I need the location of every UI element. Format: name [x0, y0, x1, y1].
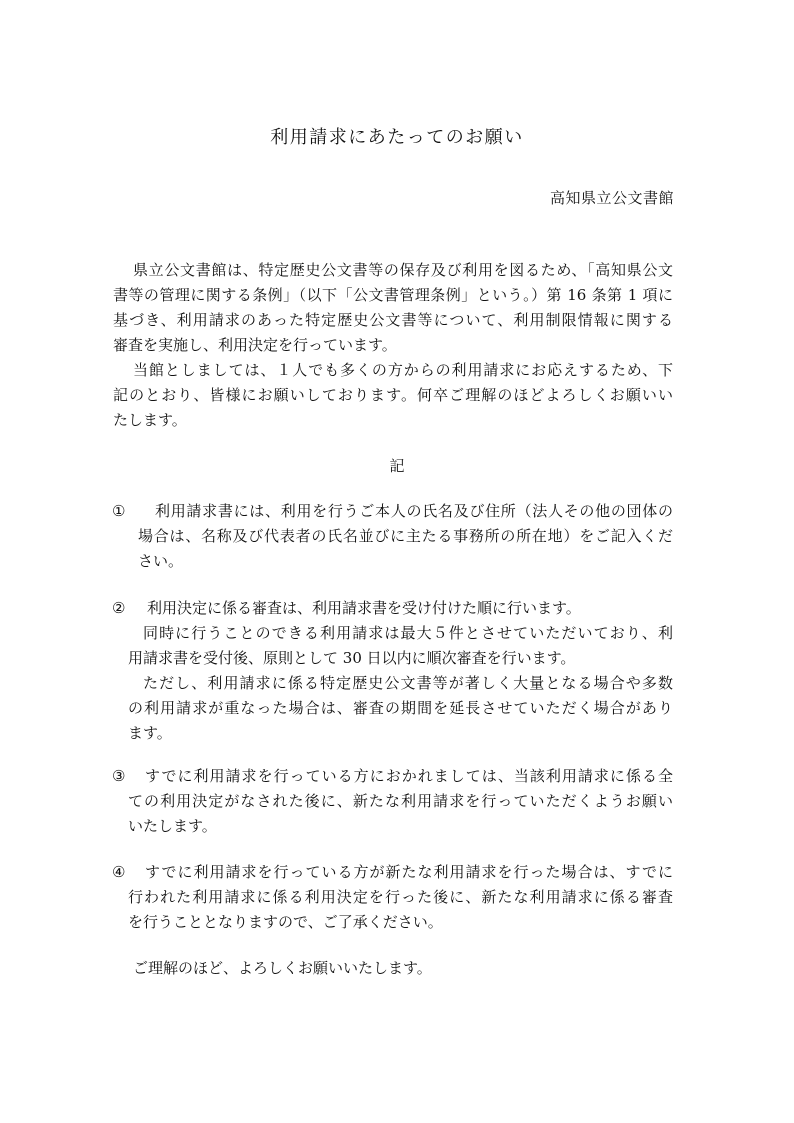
item-line: 行われた利用請求に係る利用決定を行った後に、新たな利用請求に係る審査 [128, 888, 673, 906]
item-line: 利用決定に係る審査は、利用請求書を受け付けた順に行います。 [147, 599, 581, 617]
item-line: 利用請求書には、利用を行うご本人の氏名及び住所（法人その他の団体の [155, 502, 673, 520]
item-marker: ④ [112, 863, 126, 881]
item-marker: ① [112, 502, 126, 520]
intro-line: 当館としましては、１人でも多くの方からの利用請求にお応えするため、下 [133, 361, 673, 379]
item-line: さい。 [138, 552, 184, 570]
item-line: ただし、利用請求に係る特定歴史公文書等が著しく大量となる場合や多数 [143, 674, 673, 692]
item-marker: ③ [112, 767, 126, 785]
item-line: すでに利用請求を行っている方が新たな利用請求を行った場合は、すでに [145, 863, 673, 881]
intro-line: たします。 [113, 411, 187, 429]
item-line: いたします。 [128, 817, 217, 835]
item-line: の利用請求が重なった場合は、審査の期間を延長させていただく場合があり [128, 699, 673, 717]
item-marker: ② [112, 599, 126, 617]
intro-line: 県立公文書館は、特定歴史公文書等の保存及び利用を図るため、「高知県公文 [133, 261, 673, 279]
item-line: 場合は、名称及び代表者の氏名並びに主たる事務所の所在地）をご記入くだ [138, 527, 673, 545]
document-title: 利用請求にあたってのお願い [270, 127, 524, 148]
intro-line: 記のとおり、皆様にお願いしております。何卒ご理解のほどよろしくお願いい [113, 386, 673, 404]
organization-name: 高知県立公文書館 [549, 189, 674, 207]
intro-line: 審査を実施し、利用決定を行っています。 [113, 336, 397, 354]
intro-line: 基づき、利用請求のあった特定歴史公文書等について、利用制限情報に関する [113, 311, 673, 329]
item-line: を行うこととなりますので、ご了承ください。 [128, 913, 443, 931]
ki-heading: 記 [389, 457, 405, 475]
item-line: 同時に行うことのできる利用請求は最大５件とさせていただいており、利 [143, 624, 673, 642]
item-line: すでに利用請求を行っている方におかれましては、当該利用請求に係る全 [145, 767, 673, 785]
item-line: 用請求書を受付後、原則として 30 日以内に順次審査を行います。 [128, 649, 576, 667]
item-line: ます。 [128, 724, 172, 742]
intro-line: 書等の管理に関する条例」（以下「公文書管理条例」という。）第 16 条第 1 項に [113, 286, 673, 304]
closing-text: ご理解のほど、よろしくお願いいたします。 [133, 959, 432, 977]
item-line: ての利用決定がなされた後に、新たな利用請求を行っていただくようお願い [128, 792, 673, 810]
